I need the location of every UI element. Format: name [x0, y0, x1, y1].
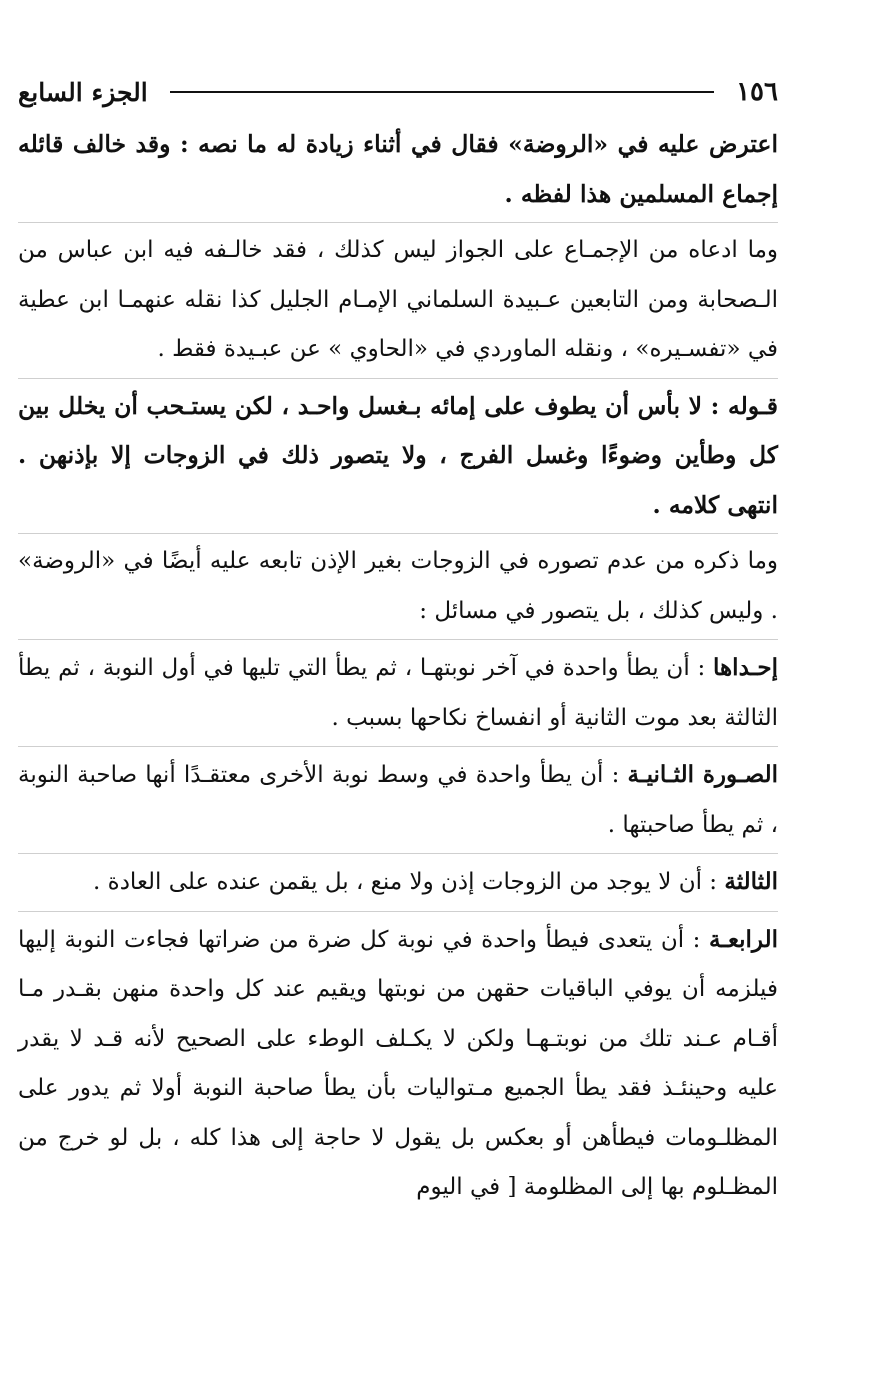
volume-title: الجزء السابع: [18, 77, 148, 107]
paragraph-lead: الرابعـة: [708, 925, 778, 953]
paragraph-lead: الثالثة: [724, 868, 778, 895]
paragraph-1: اعترض عليه في «الروضة» فقال في أثناء زيادة له ما نصه : وقد خالف قائله إجماع المسلمين هذا لفظه .: [18, 130, 778, 208]
paragraph-7: الثالثة : أن لا يوجد من الزوجات إذن ولا منع ، بل يقمن عنده على العادة .: [93, 868, 778, 895]
page-number: ١٥٦: [736, 77, 778, 107]
paragraph-6: الصـورة الثـانيـة : أن يطأ واحدة في وسط نوبة الأخرى معتقـدًا أنها صاحبة النوبة ، ثم يطأ صاحبتها .: [18, 761, 778, 838]
paragraph-4: وما ذكره من عدم تصوره في الزوجات بغير الإذن تابعه عليه أيضًا في «الروضة» . وليس كذلك ، بل يتصور في مسائل :: [18, 548, 778, 624]
header-rule: [170, 91, 714, 93]
paragraph-lead: إحـداها: [713, 654, 778, 681]
paragraph-separator: [18, 746, 778, 747]
paragraph-3: قـوله : لا بأس أن يطوف على إمائه بـغسل واحـد ، لكن يستـحب أن يخلل بين كل وطأين وضوءًا وغسل الفرج ، ولا يتصور ذلك في الزوجات إلا بإذنهن . انتهى كلامه .: [18, 391, 778, 519]
paragraph-separator: [18, 533, 778, 534]
paragraph-separator: [18, 222, 778, 223]
paragraph-lead: الصـورة الثـانيـة: [627, 761, 778, 788]
paragraph-separator: [18, 853, 778, 854]
paragraph-separator: [18, 639, 778, 640]
paragraph-5: إحـداها : أن يطأ واحدة في آخر نوبتهـا ، ثم يطأ التي تليها في أول النوبة ، ثم يطأ الثالثة بعد موت الثانية أو انفساخ نكاحها بسبب .: [18, 654, 778, 731]
paragraph-2: وما ادعاه من الإجمـاع على الجواز ليس كذلك ، فقد خالـفه فيه ابن عباس من الـصحابة ومن التابعين عـبيدة السلماني الإمـام الجليل كذا نقله عنهمـا ابن عطية في «تفسـيره» ، ونقله الماوردي في «الحاوي » عن عبـيدة فقط .: [18, 237, 778, 362]
paragraph-8: الرابعـة : أن يتعدى فيطأ واحدة في نوبة كل ضرة من ضراتها فجاءت النوبة إليها فيلزمه أن يوفي الباقيات حقهن من نوبتها ويقيم عند كل واحدة منهن بقـدر مـا أقـام عـند تلك من نوبتـهـا ولكن لا يكـلف الوطء على الصحيح لأنه قـد لا يقدر عليه وحينئـذ فقد يطأ الجميع مـتواليات بأن يطأ صاحبة النوبة أولا ثم يدور على المظلـومات فيطأهن أو بعكس بل يقول لا حاجة إلى هذا كله ، بل لو خرج من المظـلوم بها إلى المظلومة [ في اليوم: [18, 925, 778, 1200]
page-header: [18, 70, 778, 114]
paragraph-separator: [18, 378, 778, 379]
paragraph-separator: [18, 911, 778, 912]
